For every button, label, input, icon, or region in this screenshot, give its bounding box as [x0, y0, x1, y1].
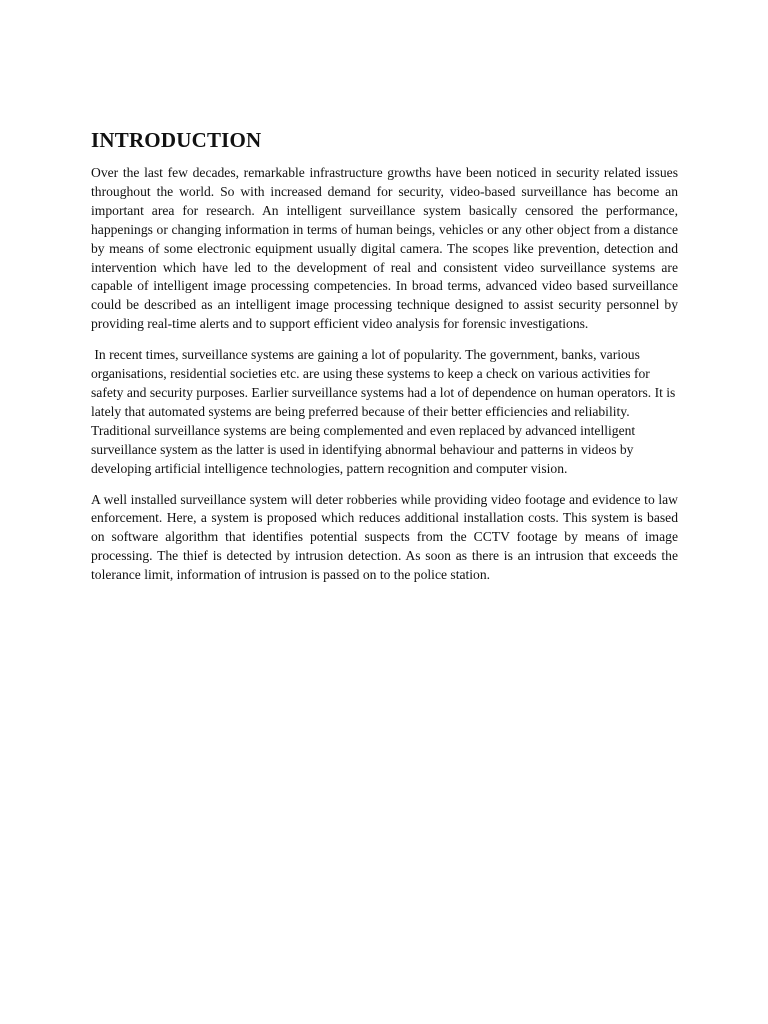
- paragraph-intro-2: In recent times, surveillance systems are gaining a lot of popularity. The government, banks, various organisations, residential societies etc. are using these systems to keep a check on various activities for safety and security purposes. Earlier surveillance systems had a lot of dependence on human operators. It is lately that automated systems are being preferred because of their better efficiencies and reliability. Traditional surveillance systems are being complemented and even replaced by advanced intelligent surveillance system as the latter is used in identifying abnormal behaviour and patterns in videos by developing artificial intelligence technologies, pattern recognition and computer vision.: [91, 347, 679, 476]
- section-heading: INTRODUCTION: [91, 128, 262, 152]
- paragraph-intro-1: Over the last few decades, remarkable infrastructure growths have been noticed in security related issues throughout the world. So with increased demand for security, video-based surveillance has become an important area for research. An intelligent surveillance system basically censored the performance, happenings or changing information in terms of human beings, vehicles or any other object from a distance by means of some electronic equipment usually digital camera. The scopes like prevention, detection and intervention which have led to the development of real and consistent video surveillance systems are capable of intelligent image processing competencies. In broad terms, advanced video based surveillance could be described as an intelligent image processing technique designed to assist security personnel by providing real-time alerts and to support efficient video analysis for forensic investigations.: [91, 165, 678, 332]
- paragraph-intro-3: A well installed surveillance system will deter robberies while providing video footage and evidence to law enforcement. Here, a system is proposed which reduces additional installation costs. This system is based on software algorithm that identifies potential suspects from the CCTV footage by means of image processing. The thief is detected by intrusion detection. As soon as there is an intrusion that exceeds the tolerance limit, information of intrusion is passed on to the police station.: [91, 491, 678, 583]
- document-page: [91, 126, 678, 597]
